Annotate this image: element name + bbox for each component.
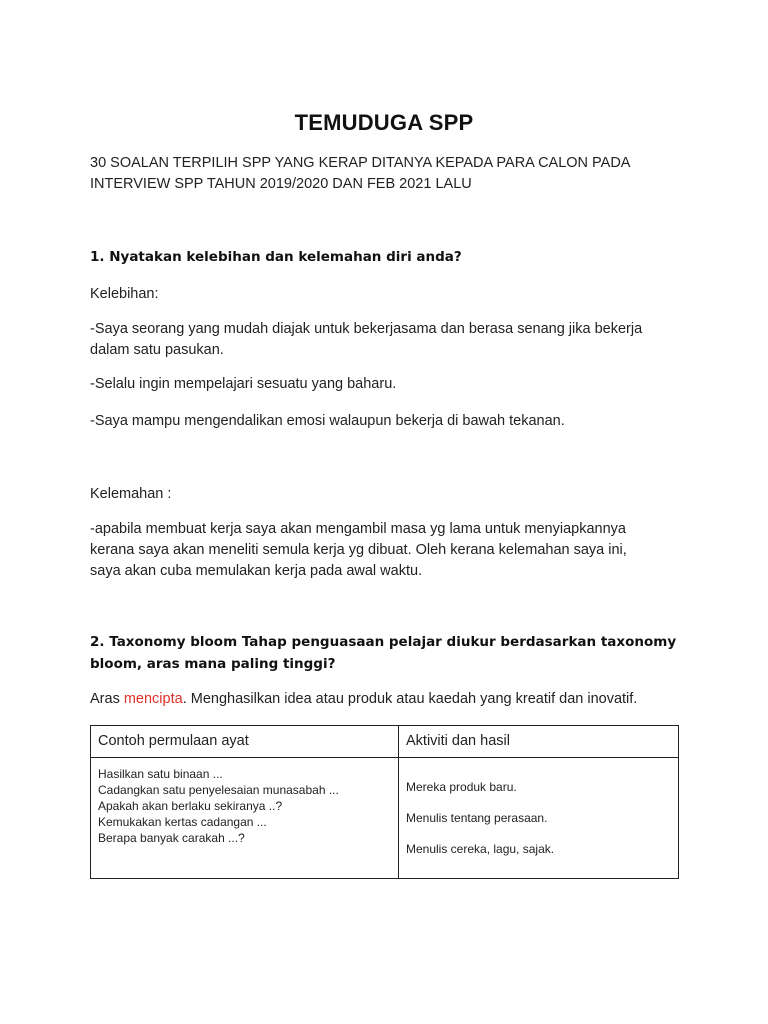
kelebihan-item-1-line-2: dalam satu pasukan. [90,342,224,358]
question-2 [90,631,690,675]
subtitle [90,153,690,195]
kelebihan-item-1 [90,319,690,361]
table-cell-aktiviti [399,758,679,879]
list-item: Menulis cereka, lagu, sajak. [406,842,555,856]
page-title: TEMUDUGA SPP [294,110,474,135]
kelebihan-item-1-line-1: -Saya seorang yang mudah diajak untuk bekerjasama dan berasa senang jika bekerja [90,321,643,337]
kelebihan-item-2: -Selalu ingin mempelajari sesuatu yang baharu. [90,376,397,392]
list-item: Apakah akan berlaku sekiranya ..? [98,799,283,813]
list-item: Hasilkan satu binaan ... [98,767,223,781]
table-header-contoh: Contoh permulaan ayat [91,726,399,758]
table-header-row [91,726,679,758]
list-item: Menulis tentang perasaan. [406,811,548,825]
question-1: 1. Nyatakan kelebihan dan kelemahan diri anda? [90,249,462,265]
kelebihan-label: Kelebihan: [90,286,159,302]
kelemahan-line-1: -apabila membuat kerja saya akan mengambil masa yg lama untuk menyiapkannya [90,521,626,537]
kelebihan-item-3: -Saya mampu mengendalikan emosi walaupun bekerja di bawah tekanan. [90,413,565,429]
question-2-line-1: 2. Taxonomy bloom Tahap penguasaan pelajar diukur berdasarkan taxonomy [90,634,677,650]
kelemahan-line-2: kerana saya akan meneliti semula kerja yg dibuat. Oleh kerana kelemahan saya ini, [90,542,627,558]
subtitle-line-2: INTERVIEW SPP TAHUN 2019/2020 DAN FEB 2021 LALU [90,176,472,192]
kelemahan-text [90,519,690,582]
kelemahan-label: Kelemahan : [90,486,172,502]
question-2-line-2: bloom, aras mana paling tinggi? [90,656,336,672]
answer-2 [90,689,690,710]
answer-2-prefix: Aras [90,691,124,707]
list-item: Berapa banyak carakah ...? [98,831,245,845]
table-row [91,758,679,879]
list-item: Kemukakan kertas cadangan ... [98,815,267,829]
answer-2-highlight: mencipta [123,691,183,707]
answer-2-rest: . Menghasilkan idea atau produk atau kaedah yang kreatif dan inovatif. [182,691,638,707]
list-item: Cadangkan satu penyelesaian munasabah ... [98,783,339,797]
table-header-aktiviti: Aktiviti dan hasil [399,726,679,758]
kelemahan-line-3: saya akan cuba memulakan kerja pada awal waktu. [90,563,423,579]
contoh-list [92,759,397,846]
bloom-table [90,725,679,879]
subtitle-line-1: 30 SOALAN TERPILIH SPP YANG KERAP DITANYA KEPADA PARA CALON PADA [90,155,631,171]
aktiviti-list [400,759,677,857]
list-item: Mereka produk baru. [406,780,517,794]
table-cell-contoh [91,758,399,879]
